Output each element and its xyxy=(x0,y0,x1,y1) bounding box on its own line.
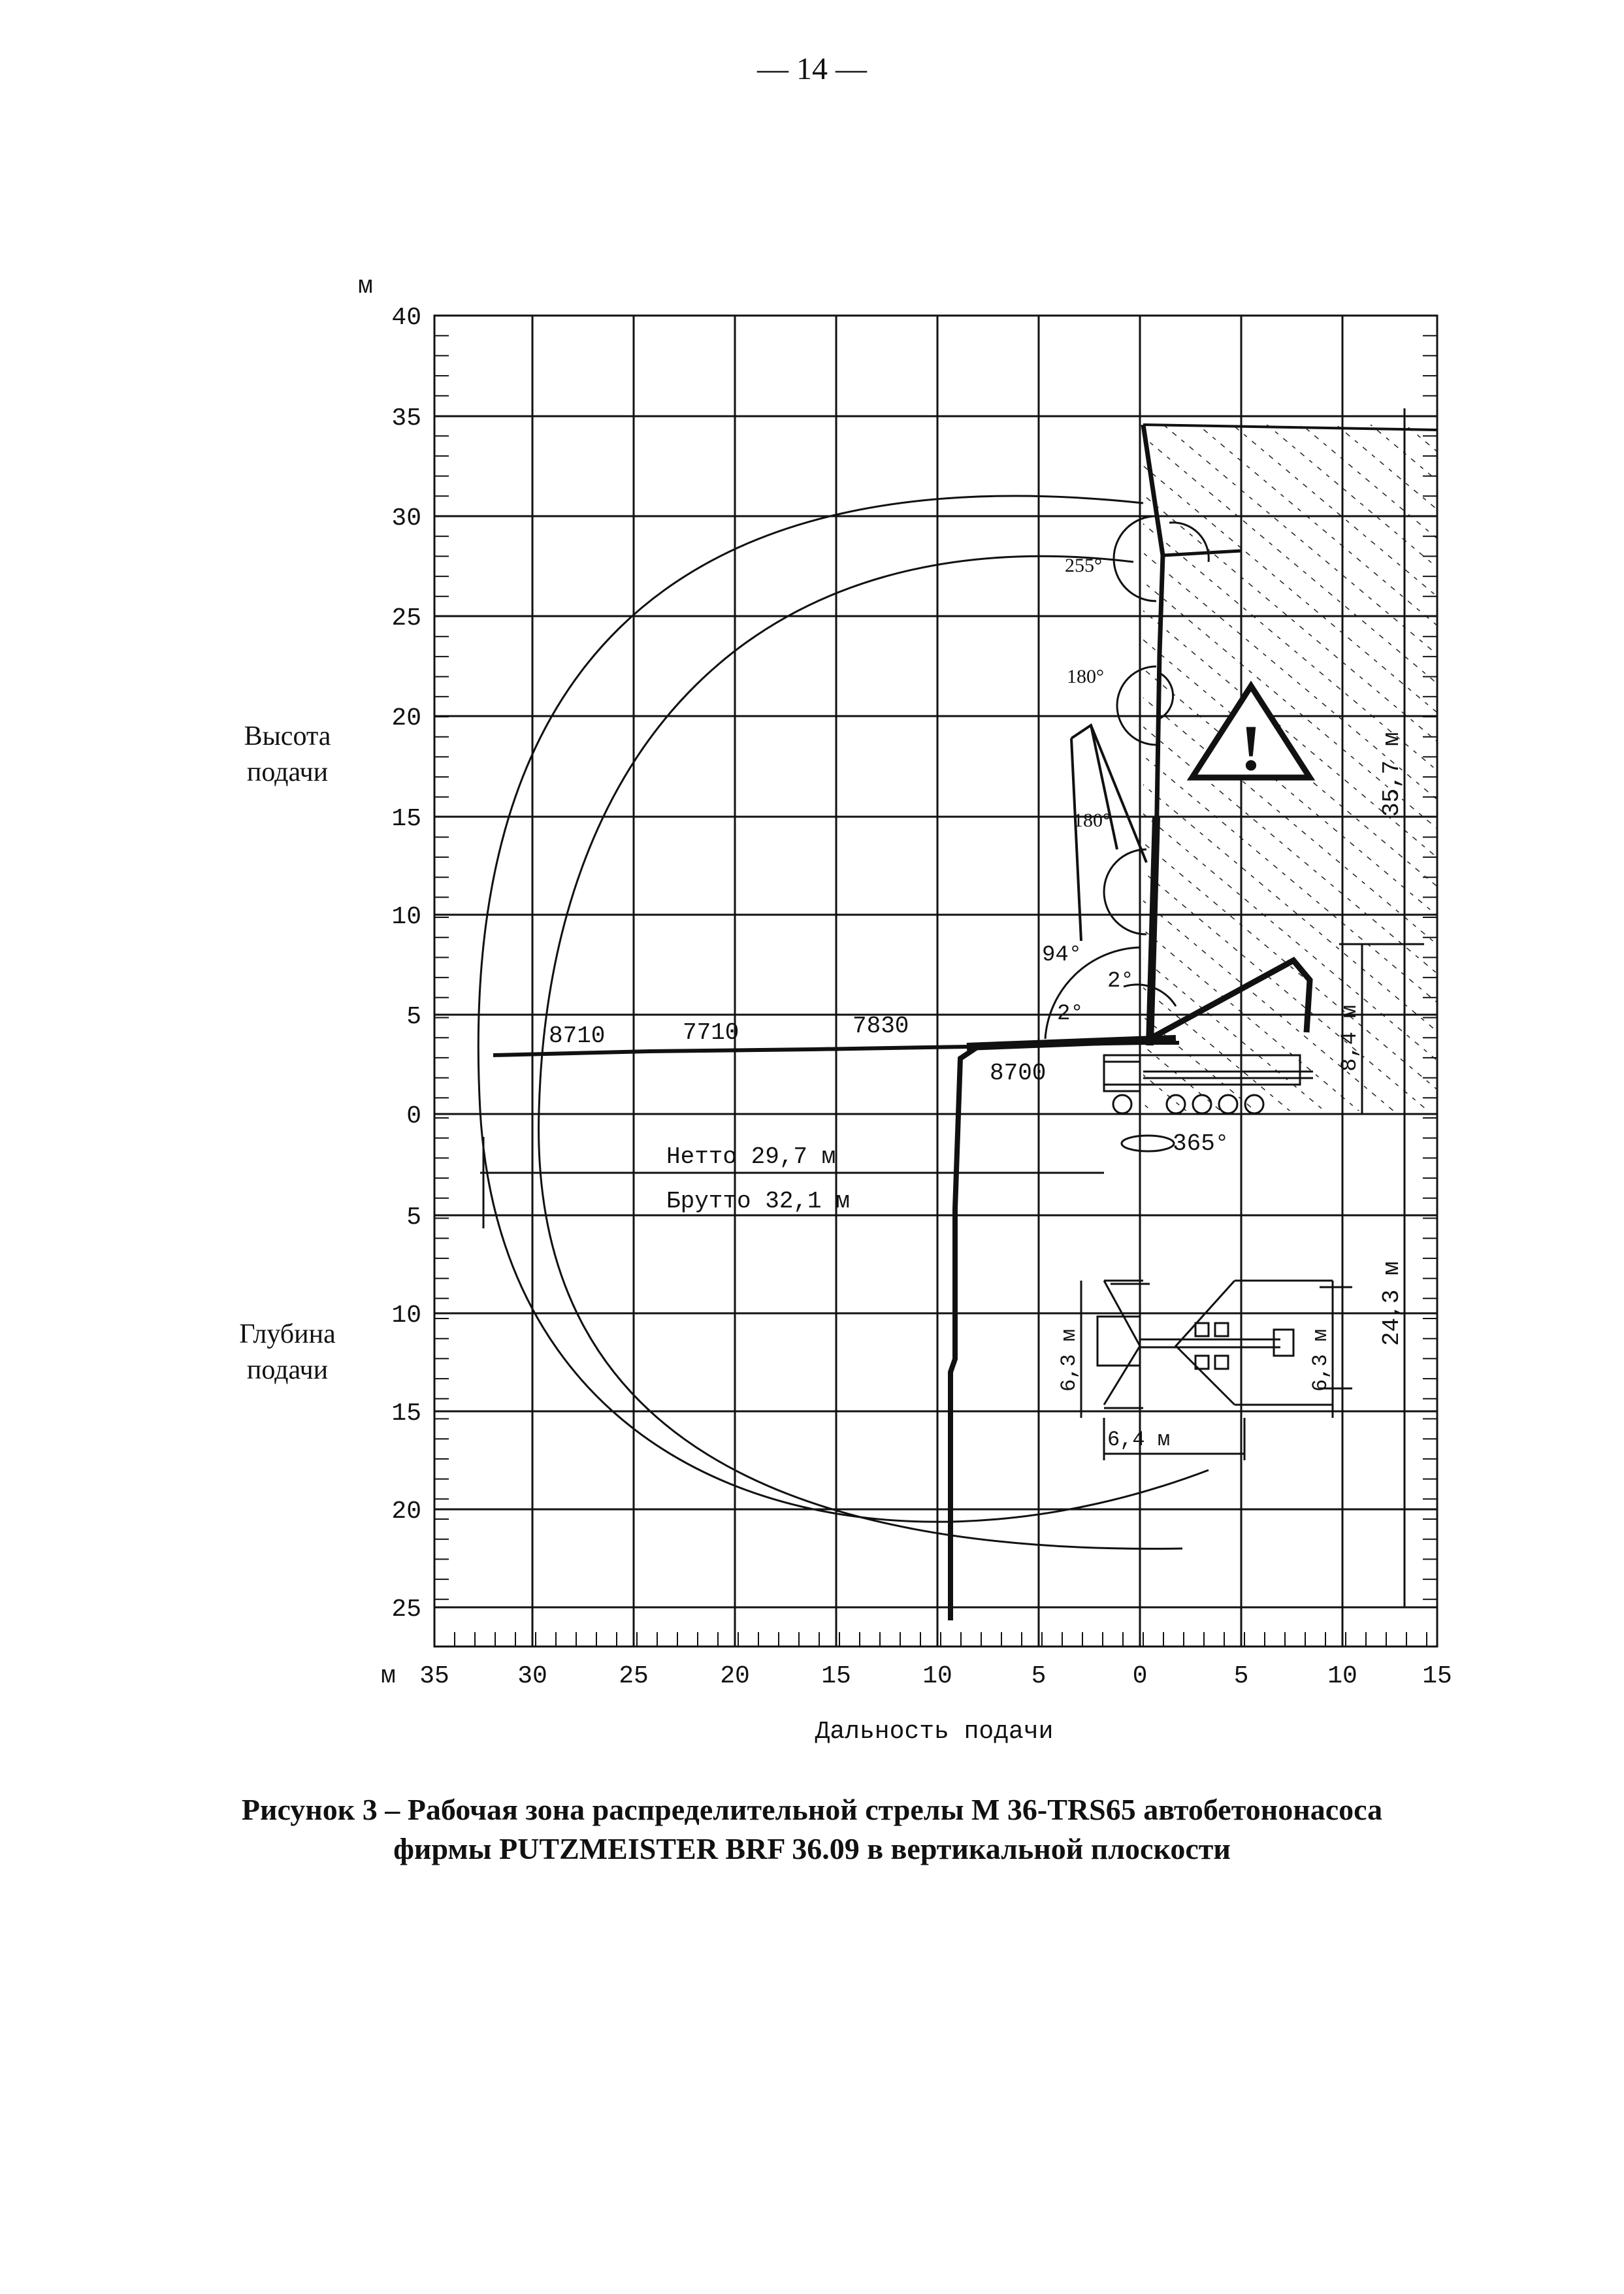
x-tick-7: 0 xyxy=(1132,1662,1148,1690)
x-axis-labels xyxy=(419,1662,1452,1690)
outrigger-width-left-label: 6,3 м xyxy=(1057,1328,1081,1392)
x-tick-4: 15 xyxy=(821,1662,851,1690)
y-tick-depth-1: 10 xyxy=(391,1302,421,1330)
angle-label-255: 255° xyxy=(1065,555,1102,576)
angle-label-94: 94° xyxy=(1042,943,1082,968)
boom-section-1: 8710 xyxy=(549,1023,606,1049)
net-reach-label: Нетто 29,7 м xyxy=(666,1143,836,1170)
x-tick-3: 20 xyxy=(720,1662,750,1690)
page-number: — 14 — xyxy=(757,52,867,86)
y-tick-height-2: 30 xyxy=(391,504,421,533)
y-axis-labels-depth xyxy=(391,1204,421,1624)
caption-line-1: Рисунок 3 – Рабочая зона распределительной стрелы М 36-TRS65 автобетононасоса xyxy=(241,1793,1383,1826)
x-tick-9: 10 xyxy=(1327,1662,1357,1690)
boom-depth xyxy=(950,1045,980,1620)
boom-section-4: 8700 xyxy=(990,1060,1047,1087)
angle-label-2-upper: 2° xyxy=(1107,969,1134,994)
y-tick-depth-0: 5 xyxy=(406,1204,421,1232)
outrigger-length-label: 6,4 м xyxy=(1107,1428,1171,1452)
folded-height-label: 8,4 м xyxy=(1338,1004,1363,1072)
figure-caption xyxy=(0,1790,1624,1869)
y-tick-height-3: 25 xyxy=(391,604,421,632)
y-tick-height-5: 15 xyxy=(391,805,421,833)
y-tick-height-1: 35 xyxy=(391,404,421,433)
outer-reach-arc xyxy=(478,496,1209,1522)
y-tick-height-6: 10 xyxy=(391,903,421,931)
axis-unit-top: м xyxy=(358,272,373,301)
gross-reach-label: Брутто 32,1 м xyxy=(666,1188,850,1215)
caption-line-2: фирмы PUTZMEISTER BRF 36.09 в вертикальной плоскости xyxy=(393,1832,1231,1865)
height-label-line1: Высота xyxy=(244,721,331,751)
y-tick-depth-4: 25 xyxy=(391,1596,421,1624)
rotation-ellipse xyxy=(1122,1136,1174,1151)
x-tick-8: 5 xyxy=(1233,1662,1249,1690)
axis-unit-bottom: м xyxy=(381,1662,396,1690)
x-axis-title: Дальность подачи xyxy=(815,1718,1054,1746)
x-tick-10: 15 xyxy=(1422,1662,1452,1690)
height-label-line2: подачи xyxy=(246,757,329,787)
angle-label-2-lower: 2° xyxy=(1057,1002,1084,1026)
angle-label-180-lower: 180° xyxy=(1073,810,1111,831)
boom-section-3: 7830 xyxy=(853,1013,909,1040)
x-tick-2: 25 xyxy=(619,1662,649,1690)
boom-folded-inner xyxy=(1071,725,1117,941)
outrigger-width-right-label: 6,3 м xyxy=(1308,1328,1333,1392)
warning-exclamation: ! xyxy=(1240,712,1262,784)
total-height-label: 35,7 м xyxy=(1378,732,1405,817)
y-tick-height-4: 20 xyxy=(391,704,421,732)
x-tick-6: 5 xyxy=(1031,1662,1047,1690)
boom-folded-section xyxy=(1071,725,1146,862)
y-tick-depth-3: 20 xyxy=(391,1498,421,1526)
angle-label-180-upper: 180° xyxy=(1067,666,1104,687)
y-axis-labels-height xyxy=(391,304,421,1130)
y-tick-depth-2: 15 xyxy=(391,1400,421,1428)
x-tick-5: 10 xyxy=(922,1662,952,1690)
depth-label-line2: подачи xyxy=(246,1355,329,1385)
rotation-label: 365° xyxy=(1173,1130,1229,1157)
x-tick-0: 35 xyxy=(419,1662,449,1690)
y-tick-height-0: 40 xyxy=(391,304,421,332)
y-tick-height-8: 0 xyxy=(406,1102,421,1130)
max-depth-label: 24,3 м xyxy=(1378,1261,1405,1346)
boom-section-2: 7710 xyxy=(683,1019,739,1046)
depth-label-line1: Глубина xyxy=(239,1319,336,1349)
x-tick-1: 30 xyxy=(517,1662,547,1690)
y-tick-height-7: 5 xyxy=(406,1003,421,1031)
